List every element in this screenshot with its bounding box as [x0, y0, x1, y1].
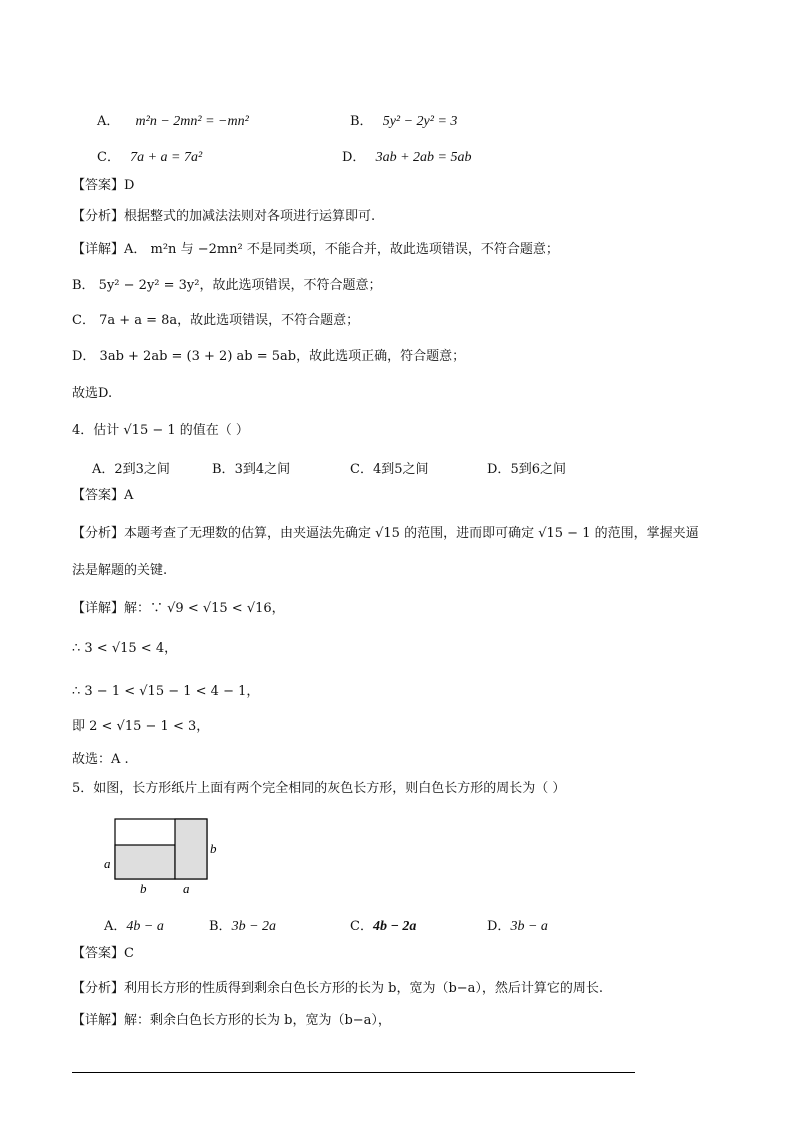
option-expression: 7a + a = 7a²: [130, 150, 203, 165]
q3-option-c: [97, 146, 202, 166]
q4-analysis: 法是解题的关键.: [72, 563, 168, 578]
q5-detail: 【详解】解：剩余白色长方形的长为 b，宽为（b−a），: [72, 1013, 391, 1028]
q5-option-b: [209, 915, 276, 935]
q5-option-c: [350, 915, 416, 935]
option-text: 3到4之间: [234, 462, 291, 477]
label-a-bottom: a: [183, 881, 190, 896]
option-label: B．: [209, 919, 232, 934]
option-expression: 3b − 2a: [231, 919, 277, 934]
q5-analysis: 【分析】利用长方形的性质得到剩余白色长方形的长为 b，宽为（b−a），然后计算它的周长.: [72, 981, 604, 996]
option-expression: m²n − 2mn² = −mn²: [135, 114, 249, 129]
q3-detail-line: D． 3ab + 2ab = (3 + 2) ab = 5ab，故此选项正确，符合题意；: [72, 349, 466, 364]
q3-detail-line: C． 7a + a = 8a，故此选项错误，不符合题意；: [72, 313, 360, 328]
option-label: A．: [92, 462, 115, 477]
q5-stem: 5．如图，长方形纸片上面有两个完全相同的灰色长方形，则白色长方形的周长为（ ）: [72, 781, 566, 796]
option-label: B．: [212, 462, 235, 477]
option-label: A．: [104, 919, 127, 934]
q4-stem: 4．估计 √15 − 1 的值在（ ）: [72, 423, 249, 438]
option-text: 4到5之间: [372, 462, 429, 477]
q4-option-b: [212, 458, 290, 477]
option-label: C．: [350, 462, 373, 477]
q3-answer: 【答案】D: [72, 178, 135, 193]
option-text: 5到6之间: [510, 462, 566, 477]
option-text: 2到3之间: [114, 462, 170, 477]
q5-figure: [100, 815, 230, 897]
q4-detail-line: 即 2 < √15 − 1 < 3，: [72, 719, 210, 734]
q4-analysis: 【分析】本题考查了无理数的估算，由夹逼法先确定 √15 的范围，进而即可确定 √15 − 1 的范围，掌握夹逼: [72, 526, 699, 541]
q3-detail-line: B． 5y² − 2y² = 3y²，故此选项错误，不符合题意；: [72, 278, 382, 293]
option-label: D．: [487, 919, 511, 934]
q3-detail-line: 【详解】A． m²n 与 −2mn² 不是同类项，不能合并，故此选项错误，不符合题意；: [72, 242, 559, 257]
q4-detail-line: 【详解】解：∵ √9 < √15 < √16，: [72, 601, 285, 616]
q4-answer: 【答案】A: [72, 488, 134, 503]
label-a-left: a: [104, 856, 111, 871]
q4-option-c: [350, 458, 429, 477]
gray-rectangle-vertical: [175, 819, 207, 879]
q3-option-b: [350, 110, 457, 130]
option-label: C．: [350, 919, 373, 934]
q4-option-a: [92, 458, 170, 477]
option-label: C．: [97, 150, 120, 165]
q4-detail-line: ∴ 3 < √15 < 4，: [72, 641, 178, 656]
option-label: A．: [97, 114, 120, 129]
q3-option-d: [342, 146, 471, 166]
q4-detail-line: ∴ 3 − 1 < √15 − 1 < 4 − 1，: [72, 684, 260, 699]
option-expression: 4b − 2a: [372, 919, 417, 934]
q5-answer: 【答案】C: [72, 946, 134, 961]
footer-rule: [72, 1072, 635, 1073]
option-expression: 3ab + 2ab = 5ab: [375, 150, 472, 165]
option-expression: 5y² − 2y² = 3: [382, 114, 458, 129]
label-b-right: b: [210, 841, 217, 856]
option-expression: 3b − a: [510, 919, 548, 934]
q3-analysis: 【分析】根据整式的加减法法则对各项进行运算即可.: [72, 209, 376, 224]
q5-option-d: [487, 915, 548, 935]
option-label: B．: [350, 114, 373, 129]
q3-option-a: [97, 110, 249, 130]
q5-option-a: [104, 915, 164, 935]
label-b-bottom: b: [140, 881, 147, 896]
q4-detail-line: 故选：A .: [72, 752, 129, 767]
q3-detail-line: 故选D.: [72, 386, 113, 401]
gray-rectangle-horizontal: [115, 845, 175, 879]
option-label: D．: [487, 462, 511, 477]
option-label: D．: [342, 150, 366, 165]
q4-option-d: [487, 458, 566, 477]
option-expression: 4b − a: [126, 919, 164, 934]
